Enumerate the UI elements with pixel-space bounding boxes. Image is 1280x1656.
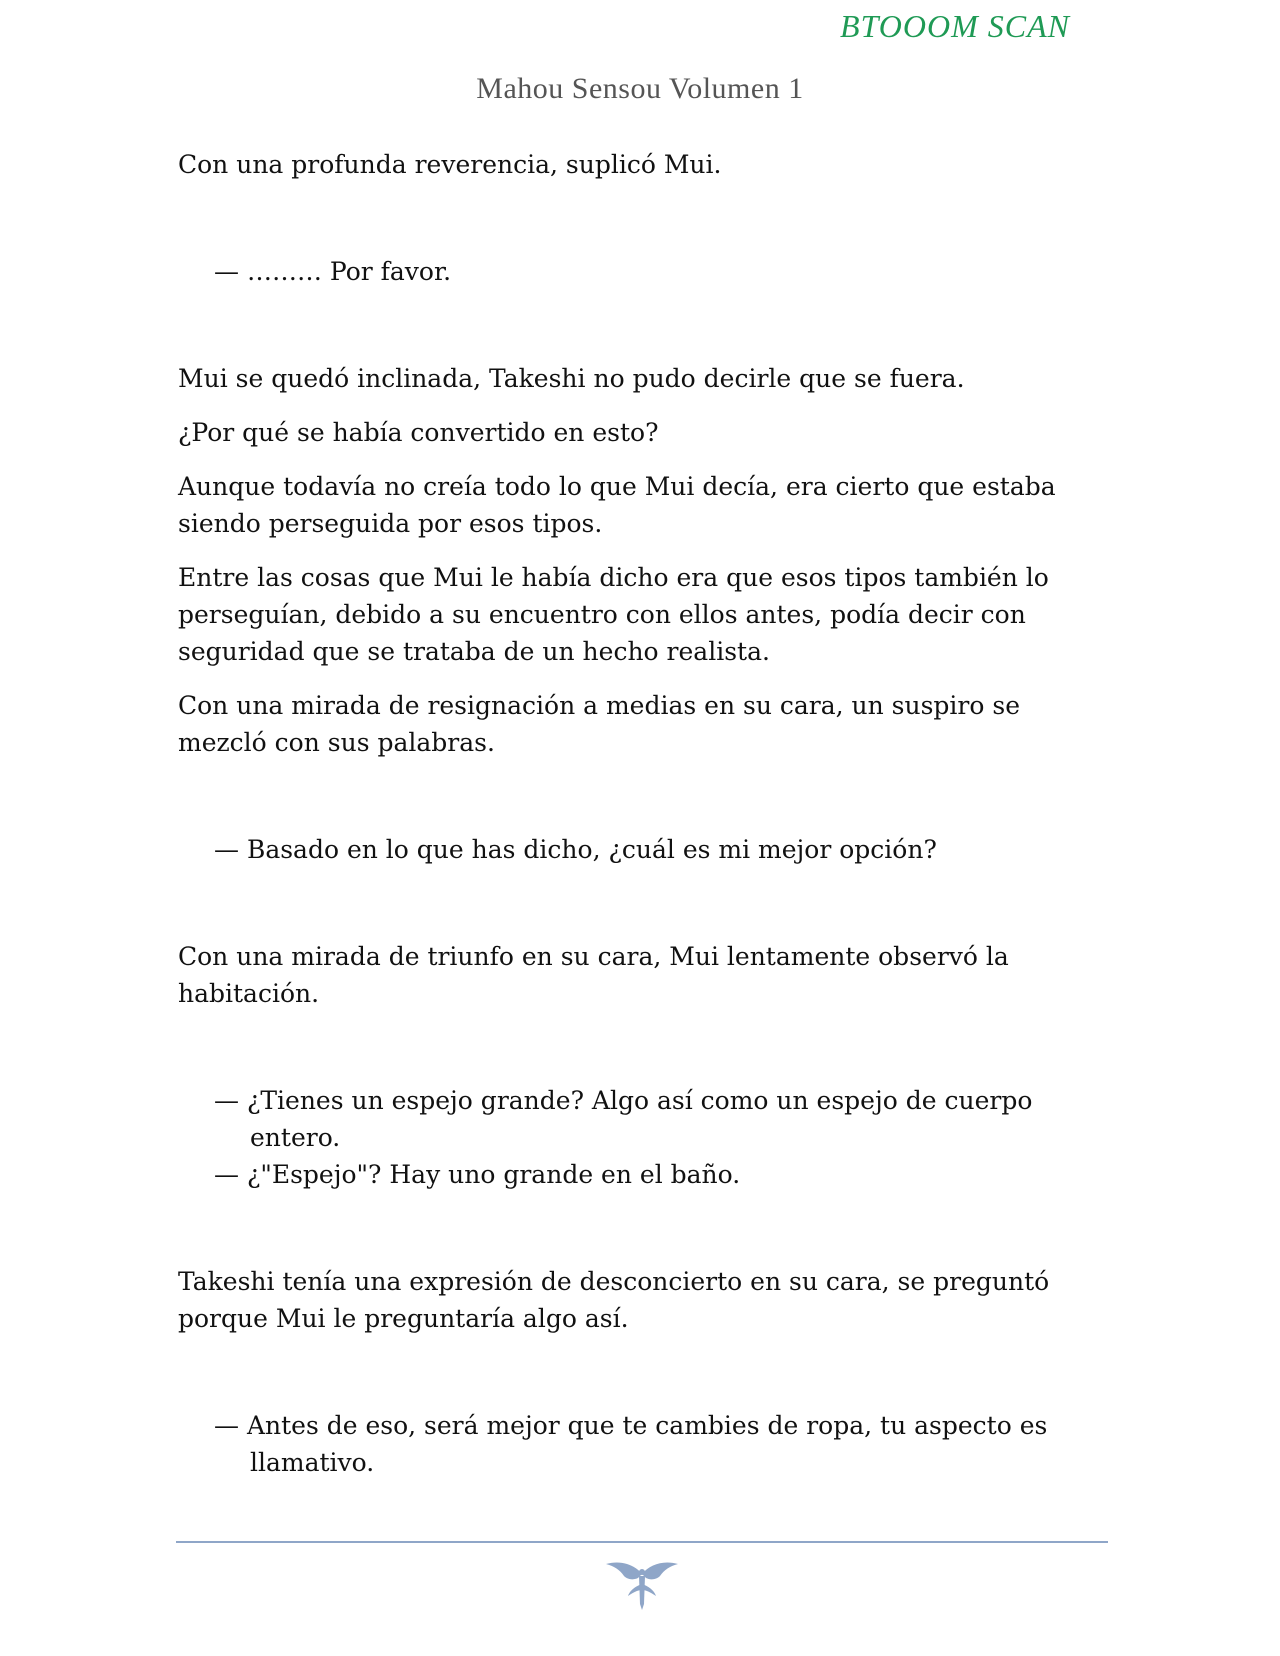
page-body bbox=[178, 146, 1098, 1498]
narration-paragraph: ¿Por qué se había convertido en esto? bbox=[178, 418, 659, 447]
narration-paragraph: Entre las cosas que Mui le había dicho era que esos tipos también lo perseguían, debido a su encuentro con ellos antes, podía decir con seguridad que se trataba de un hecho realista. bbox=[178, 563, 1049, 666]
dialogue-line: — ¿Tienes un espejo grande? Algo así como un espejo de cuerpo entero. bbox=[214, 1086, 1033, 1152]
running-header-title: Mahou Sensou Volumen 1 bbox=[476, 72, 804, 105]
narration-paragraph: Con una mirada de resignación a medias en su cara, un suspiro se mezcló con sus palabras. bbox=[178, 691, 1021, 757]
narration-paragraph: Con una mirada de triunfo en su cara, Mui lentamente observó la habitación. bbox=[178, 942, 1009, 1008]
dialogue-line: — ……… Por favor. bbox=[214, 257, 452, 286]
dialogue-line: — Basado en lo que has dicho, ¿cuál es mi mejor opción? bbox=[214, 835, 937, 864]
scan-credit: BTOOOM SCAN bbox=[840, 8, 1070, 44]
dialogue-line: — Antes de eso, será mejor que te cambies de ropa, tu aspecto es llamativo. bbox=[214, 1411, 1048, 1477]
footer-rule bbox=[176, 1541, 1108, 1543]
narration-paragraph: Con una profunda reverencia, suplicó Mui. bbox=[178, 150, 722, 179]
narration-paragraph: Aunque todavía no creía todo lo que Mui decía, era cierto que estaba siendo perseguida por esos tipos. bbox=[178, 472, 1056, 538]
dialogue-line: — ¿"Espejo"? Hay uno grande en el baño. bbox=[214, 1160, 741, 1189]
narration-paragraph: Mui se quedó inclinada, Takeshi no pudo decirle que se fuera. bbox=[178, 364, 965, 393]
fleuron-ornament-icon bbox=[604, 1558, 680, 1612]
narration-paragraph: Takeshi tenía una expresión de desconcierto en su cara, se preguntó porque Mui le preguntaría algo así. bbox=[178, 1267, 1050, 1333]
